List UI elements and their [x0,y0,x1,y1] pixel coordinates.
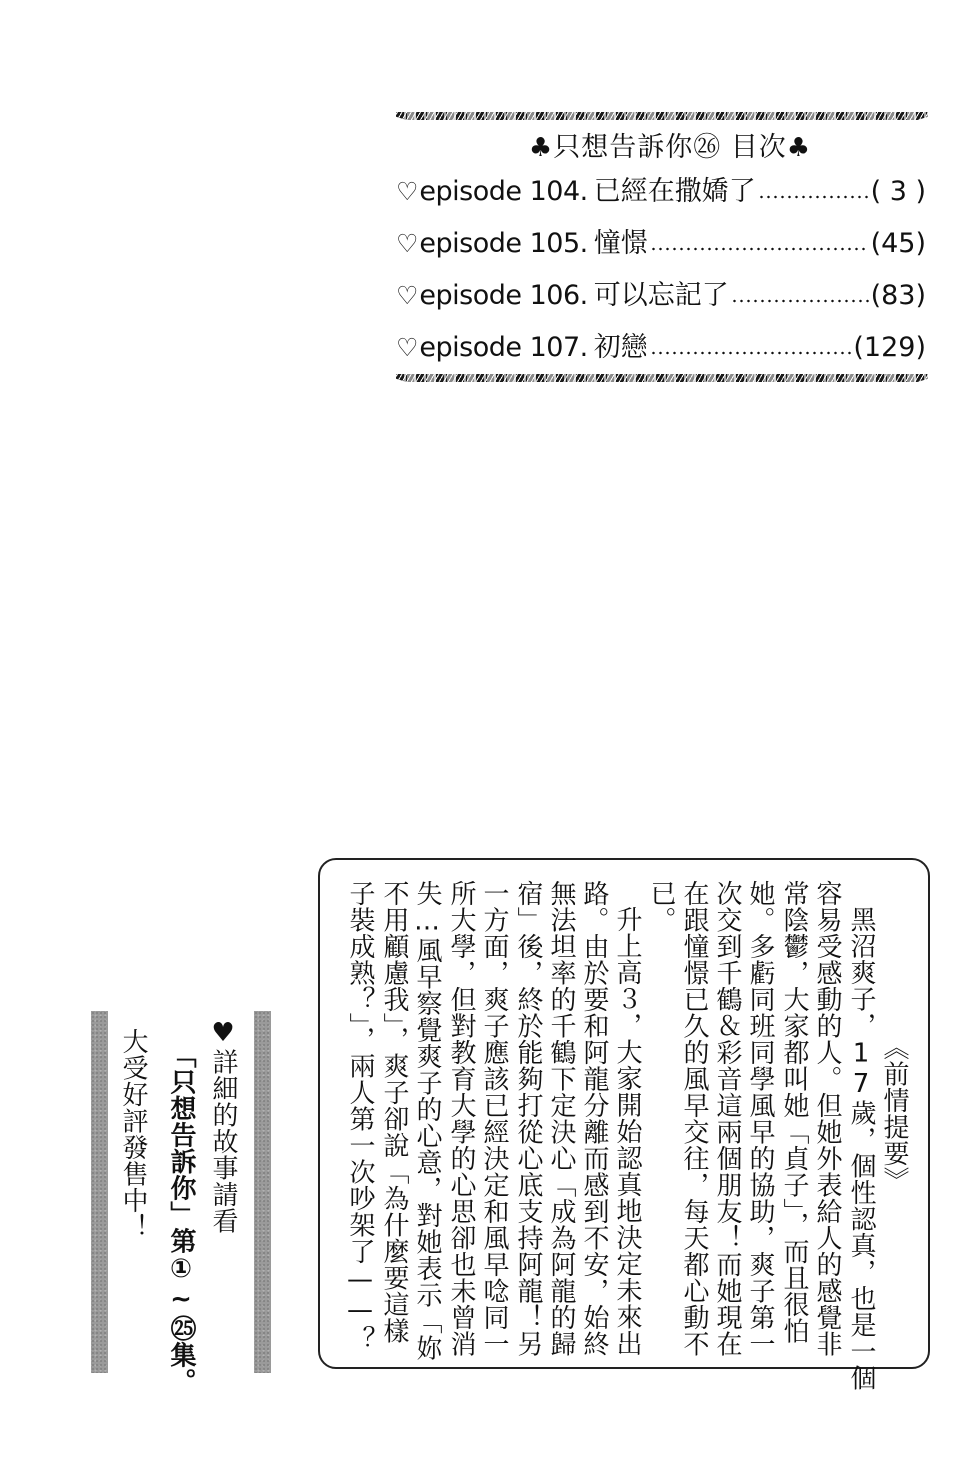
summary-column: 已。 [646,880,676,933]
heart-outline-icon: ♡ [396,281,419,310]
episode-number: episode 106. [419,280,588,311]
episode-title: 憧憬 [593,228,648,259]
summary-heading: 《前情提要》 [879,1034,909,1193]
summary-column: 不用顧慮我」，爽子卻說「為什麼要這樣 [379,880,409,1344]
summary-column: 容易受感動的人。但她外表給人的感覺非 [812,880,842,1357]
summary-column: 宿」後，終於能夠打從心底支持阿龍！另 [513,880,543,1357]
episode-title: 可以忘記了 [593,280,729,311]
summary-column: 路。由於要和阿龍分離而感到不安，始終 [579,880,609,1357]
episode-number: episode 104. [419,176,588,207]
toc-title-text: 只想告訴你㉖ 目次 [553,132,787,163]
summary-column: 子裝成熟？」，兩人第一次吵架了——？ [345,880,375,1352]
heart-outline-icon: ♡ [396,333,419,362]
bottom-ribbon-divider [396,374,928,382]
dot-leader [650,247,869,251]
summary-column: 在跟憧憬已久的風早交往，每天都心動不 [679,880,709,1357]
club-icon: ♣ [786,133,812,163]
page-number: (129) [853,332,926,363]
summary-column: 失…風早察覺爽子的心意，對她表示「妳 [412,880,442,1361]
grey-bar-left [91,1011,108,1373]
toc-title [500,130,840,166]
heart-filled-icon: ♥ [208,1018,238,1049]
toc-entry[interactable] [396,172,926,212]
grey-bar-right [254,1011,271,1373]
dot-leader [650,351,852,355]
summary-column: 無法坦率的千鶴下定決心「成為阿龍的歸 [546,880,576,1357]
episode-number: episode 105. [419,228,588,259]
promo-line-1: ♥詳細的故事請看 [208,1018,238,1234]
summary-column: 所大學，但對教育大學的心思卻也未曾消 [446,880,476,1357]
dot-leader [731,299,869,303]
heart-outline-icon: ♡ [396,229,419,258]
page-number: ( 3 ) [870,176,926,207]
summary-column: 黑沼爽子，17歲，個性認真，也是一個 [846,906,876,1391]
episode-title: 已經在撒嬌了 [593,176,756,207]
promo-line-2: 「只想告訴你」第①~㉕集。 [166,1042,196,1395]
page-number: (45) [870,228,926,259]
summary-column: 次交到千鶴＆彩音這兩個朋友！而她現在 [712,880,742,1357]
heart-outline-icon: ♡ [396,177,419,206]
dot-leader [758,195,869,199]
summary-column: 一方面，爽子應該已經決定和風早唸同一 [479,880,509,1357]
promo-line-3: 大受好評發售中！ [118,1028,148,1240]
toc-entry[interactable] [396,224,926,264]
episode-title: 初戀 [593,332,648,363]
summary-column: 常陰鬱，大家都叫她「貞子」，而且很怕 [779,880,809,1344]
toc-entry[interactable] [396,328,926,368]
toc-entry[interactable] [396,276,926,316]
page-number: (83) [870,280,926,311]
episode-number: episode 107. [419,332,588,363]
club-icon: ♣ [528,133,554,163]
top-ribbon-divider [396,112,928,120]
summary-column: 她。多虧同班同學風早的協助，爽子第一 [745,880,775,1357]
summary-column: 升上高３，大家開始認真地決定未來出 [612,906,642,1357]
